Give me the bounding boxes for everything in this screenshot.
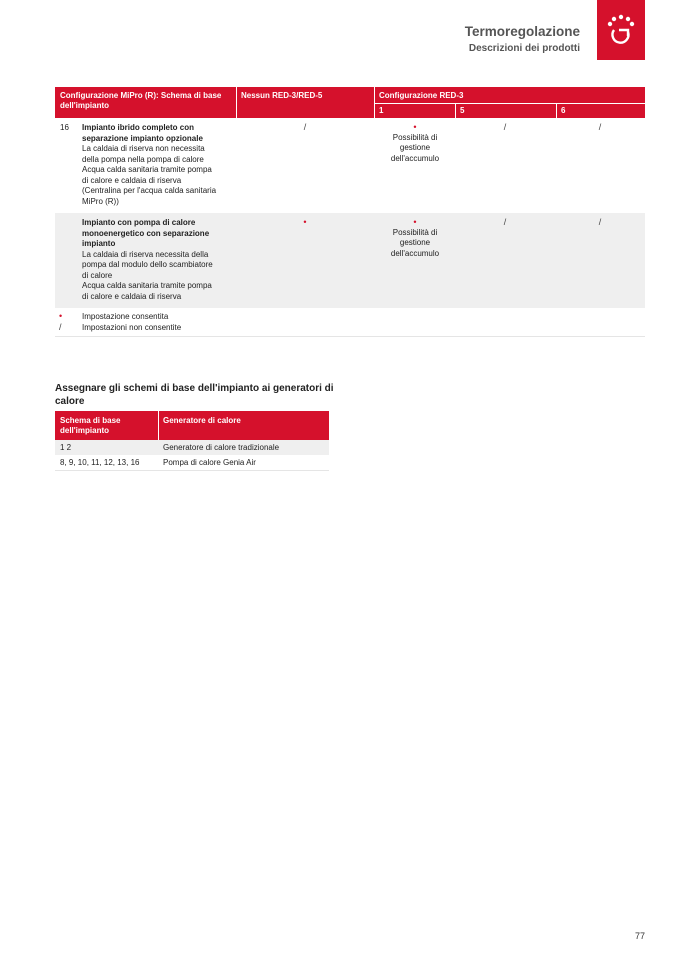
row-line: La caldaia di riserva non necessita [82,144,205,153]
page-header-subtitle: Descrizioni dei prodotti [468,43,580,54]
schema-cell: 1 2 [60,443,72,452]
configuration-table [55,87,645,337]
legend-label: Impostazioni non consentite [82,323,182,332]
col-sub6-header: 6 [561,106,566,115]
row-line: della pompa nella pompa di calore [82,154,204,164]
not-allowed-mark: / [503,217,507,227]
row-description [82,218,237,302]
thermostat-dots-icon [597,0,645,60]
c1-note: Possibilità di gestione dell'accumulo [390,227,440,258]
row-number: 16 [60,123,69,132]
not-allowed-mark: / [598,217,602,227]
page-number: 77 [634,931,645,941]
c1-note: Possibilità di gestione dell'accumulo [390,132,440,163]
row-line: di calore e caldaia di riserva [82,175,182,185]
col-sub5-header: 5 [460,106,465,115]
row-line: di calore [82,270,113,280]
row-description [82,123,237,207]
generatore-cell: Generatore di calore tradizionale [163,443,280,452]
page-header-title: Termoregolazione [464,24,580,39]
table-row [55,118,645,213]
legend [55,308,645,337]
not-allowed-mark: / [59,322,62,332]
row-title: Impianto ibrido completo con separazione impianto opzionale [82,123,203,143]
not-allowed-mark: / [303,122,307,132]
allowed-dot-icon: • [303,217,307,227]
col-schema-header: Schema di base dell'impianto [60,416,121,435]
col-nessun-header: Nessun RED-3/RED-5 [241,91,323,100]
col-config-header: Configurazione MiPro (R): Schema di base dell'impianto [60,91,222,110]
table-row [55,455,329,471]
allowed-dot-icon: • [413,122,417,132]
schema-cell: 8, 9, 10, 11, 12, 13, 16 [60,458,140,467]
generatore-cell: Pompa di calore Genia Air [163,458,256,467]
allowed-dot-icon: • [413,217,417,227]
generator-table [55,411,329,471]
generator-table-header [55,411,329,440]
row-line: Acqua calda sanitaria tramite pompa [82,281,212,290]
c1-cell [375,122,455,164]
section-title: Assegnare gli schemi di base dell'impianto ai generatori di calore [55,383,334,407]
col-generatore-header: Generatore di calore [163,416,241,425]
col-red3-header: Configurazione RED-3 [379,91,464,100]
allowed-dot-icon: • [59,311,63,321]
row-line: MiPro (R)) [82,196,119,206]
row-line: La caldaia di riserva necessita della [82,249,209,259]
table-row [55,440,329,455]
row-line: pompa dal modulo dello scambiatore [82,260,213,269]
row-title: Impianto con pompa di calore monoenergetico con separazione impianto [82,218,210,248]
row-line: di calore e caldaia di riserva [82,291,182,301]
row-line: (Centralina per l'acqua calda sanitaria [82,186,217,195]
col-sub1-header: 1 [379,106,384,115]
row-line: Acqua calda sanitaria tramite pompa [82,165,212,174]
table-row [55,213,645,308]
c1-cell [375,217,455,259]
not-allowed-mark: / [503,122,507,132]
not-allowed-mark: / [598,122,602,132]
configuration-table-header [55,87,645,118]
legend-label: Impostazione consentita [82,312,169,321]
